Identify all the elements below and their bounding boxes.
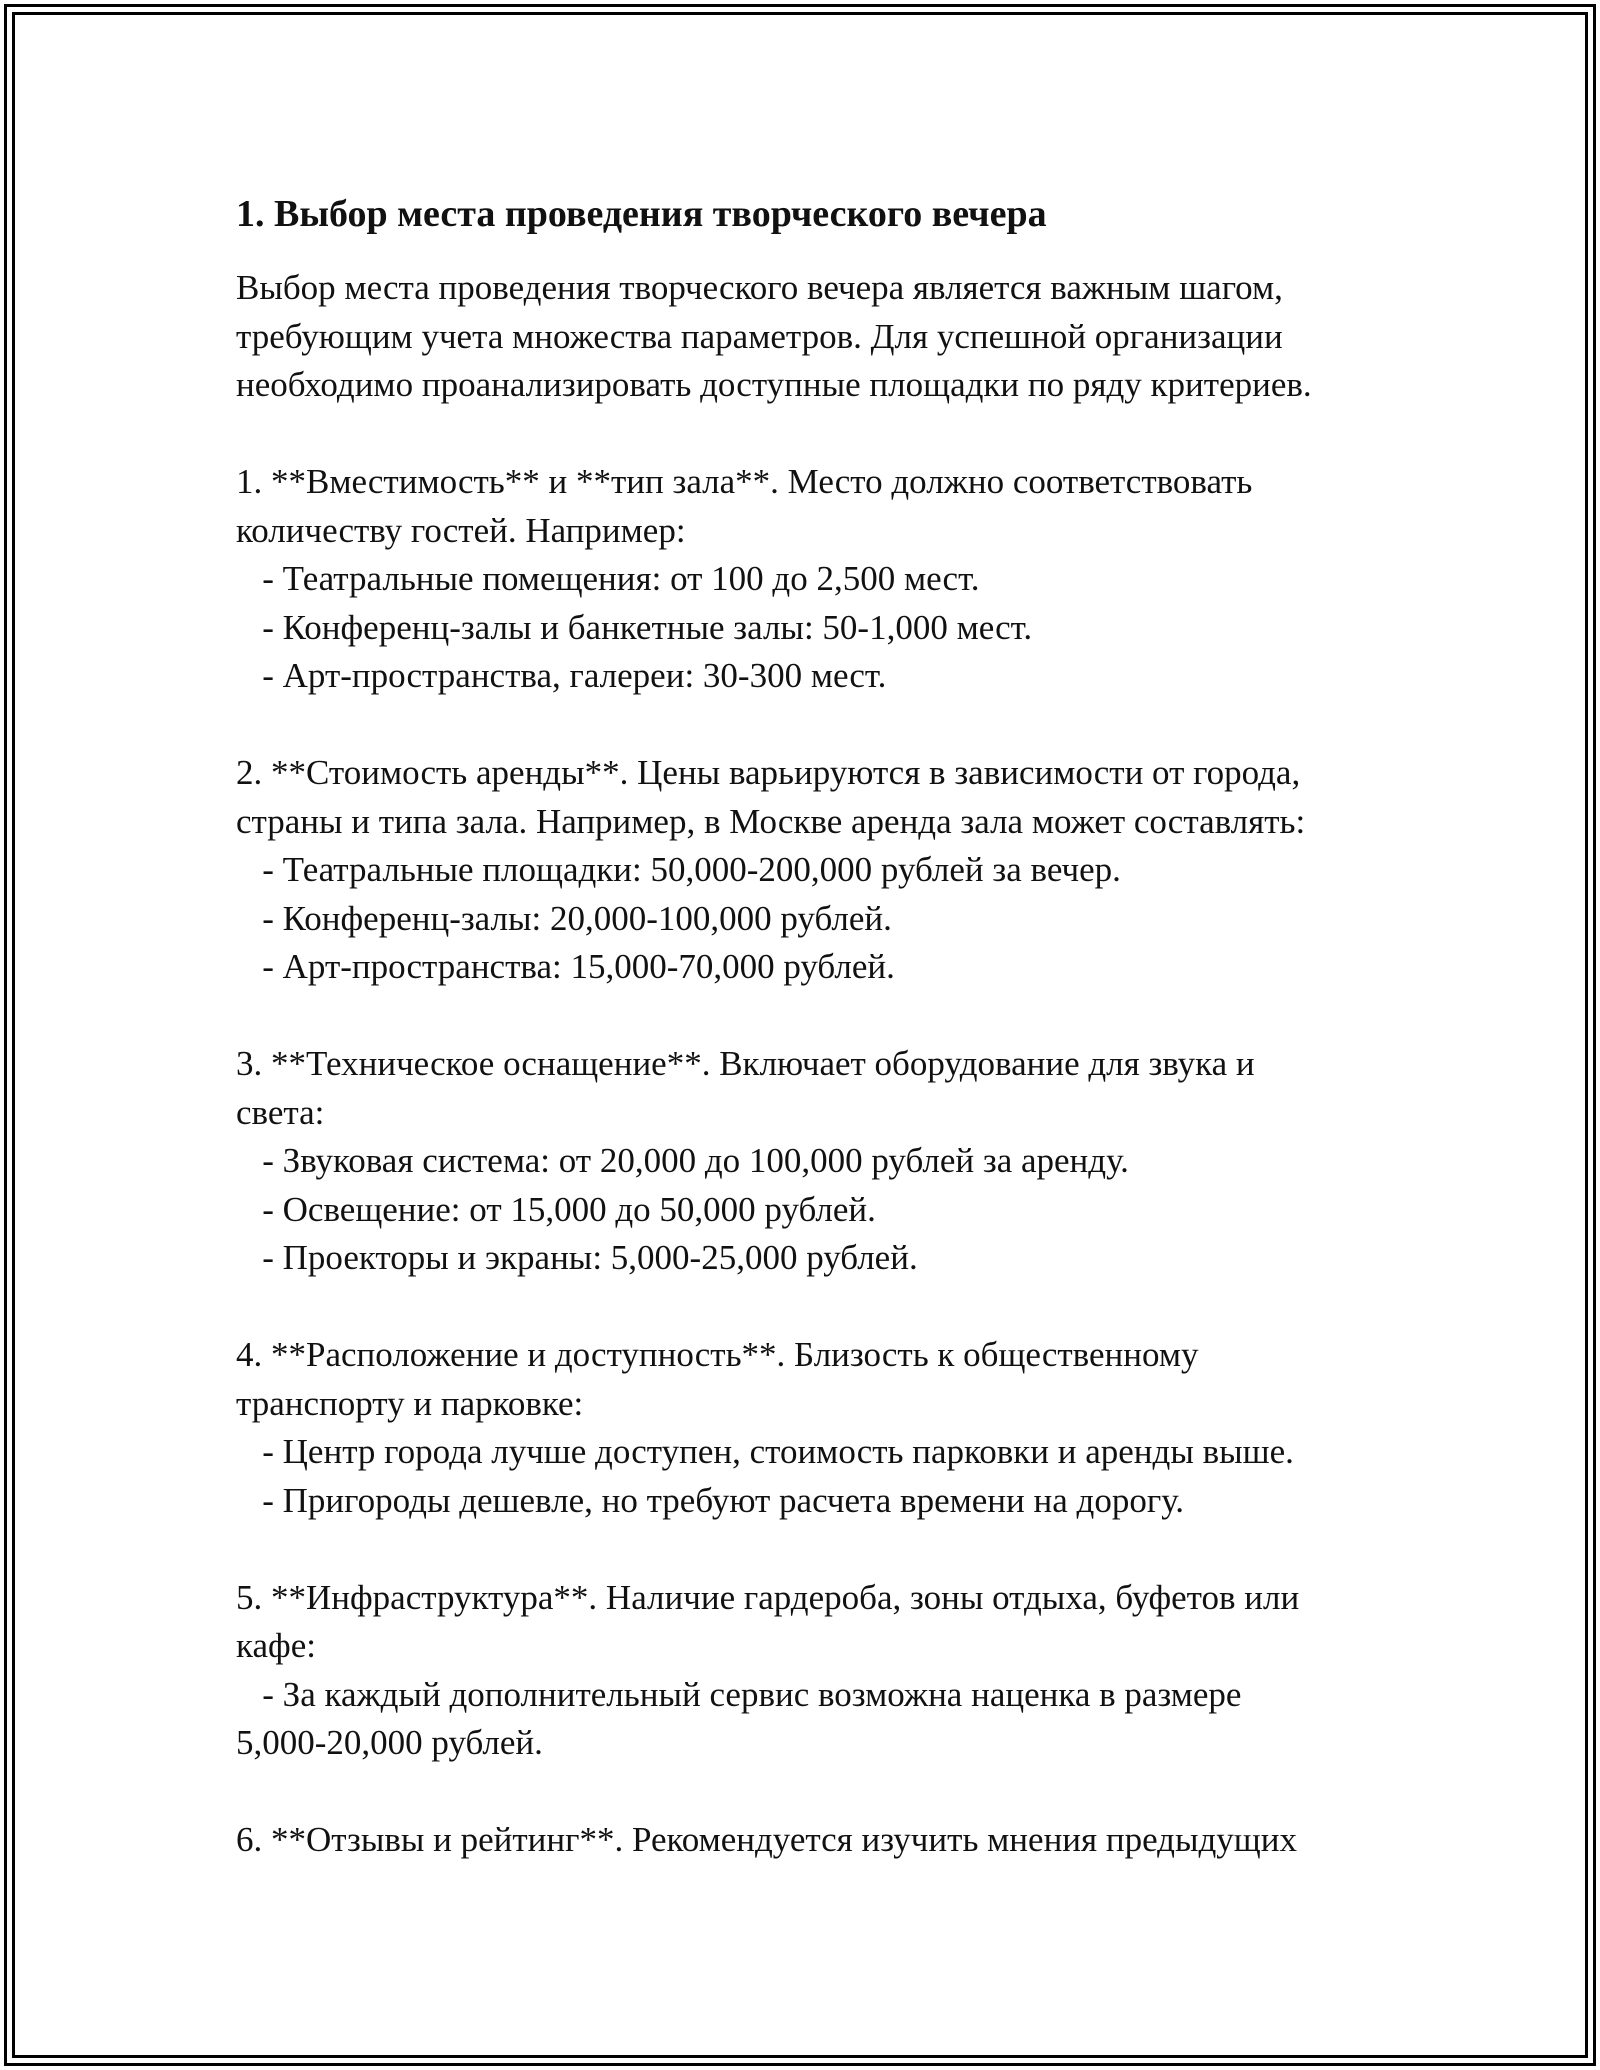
paragraph-gap <box>236 410 1436 459</box>
list-item: - Освещение: от 15,000 до 50,000 рублей. <box>236 1189 876 1229</box>
section-line: количеству гостей. Например: <box>236 510 686 550</box>
intro-line: Выбор места проведения творческого вечера является важным шагом, <box>236 268 1283 307</box>
list-item: - Проекторы и экраны: 5,000-25,000 рублей. <box>236 1238 918 1277</box>
list-item: - Звуковая система: от 20,000 до 100,000 рублей за аренду. <box>236 1141 1129 1180</box>
section-line: 4. **Расположение и доступность**. Близость к общественному <box>236 1335 1199 1374</box>
section-technical-equipment <box>236 1040 1436 1283</box>
section-line: 2. **Стоимость аренды**. Цены варьируются в зависимости от города, <box>236 753 1301 792</box>
list-item: - Театральные помещения: от 100 до 2,500 мест. <box>236 559 980 598</box>
list-item: - Театральные площадки: 50,000-200,000 рублей за вечер. <box>236 850 1121 889</box>
section-infrastructure <box>236 1574 1436 1768</box>
list-item: - Арт-пространства: 15,000-70,000 рублей. <box>236 947 895 986</box>
list-item: - За каждый дополнительный сервис возможна наценка в размере <box>236 1674 1242 1714</box>
paragraph-gap <box>236 701 1436 750</box>
list-item: - Пригороды дешевле, но требуют расчета времени на дорогу. <box>236 1480 1184 1520</box>
document-title: 1. Выбор места проведения творческого вечера <box>236 193 1047 235</box>
section-reviews <box>236 1816 1436 1865</box>
document-body <box>236 184 1436 1865</box>
list-item: - Арт-пространства, галереи: 30-300 мест. <box>236 656 887 695</box>
paragraph-gap <box>236 1768 1436 1817</box>
paragraph-gap <box>236 992 1436 1041</box>
list-item: - Конференц-залы и банкетные залы: 50-1,000 мест. <box>236 607 1033 647</box>
section-line: транспорту и парковке: <box>236 1383 584 1423</box>
paragraph-gap <box>236 1525 1436 1574</box>
section-capacity <box>236 458 1436 701</box>
section-line: 5. **Инфраструктура**. Наличие гардероба, зоны отдыха, буфетов или <box>236 1577 1300 1617</box>
section-line: 3. **Техническое оснащение**. Включает оборудование для звука и <box>236 1044 1255 1083</box>
section-line: 6. **Отзывы и рейтинг**. Рекомендуется изучить мнения предыдущих <box>236 1820 1297 1859</box>
section-line: 5,000-20,000 рублей. <box>236 1723 543 1762</box>
section-rent-cost <box>236 749 1436 992</box>
paragraph-gap <box>236 1283 1436 1332</box>
section-line: света: <box>236 1092 325 1132</box>
section-line: 1. **Вместимость** и **тип зала**. Место должно соответствовать <box>236 462 1253 501</box>
list-item: - Центр города лучше доступен, стоимость парковки и аренды выше. <box>236 1432 1294 1471</box>
section-line: страны и типа зала. Например, в Москве аренда зала может составлять: <box>236 801 1306 841</box>
intro-line: требующим учета множества параметров. Для успешной организации <box>236 316 1283 356</box>
intro-line: необходимо проанализировать доступные площадки по ряду критериев. <box>236 365 1312 404</box>
section-location <box>236 1331 1436 1525</box>
list-item: - Конференц-залы: 20,000-100,000 рублей. <box>236 898 892 938</box>
section-line: кафе: <box>236 1626 316 1665</box>
intro-paragraph <box>236 264 1436 410</box>
